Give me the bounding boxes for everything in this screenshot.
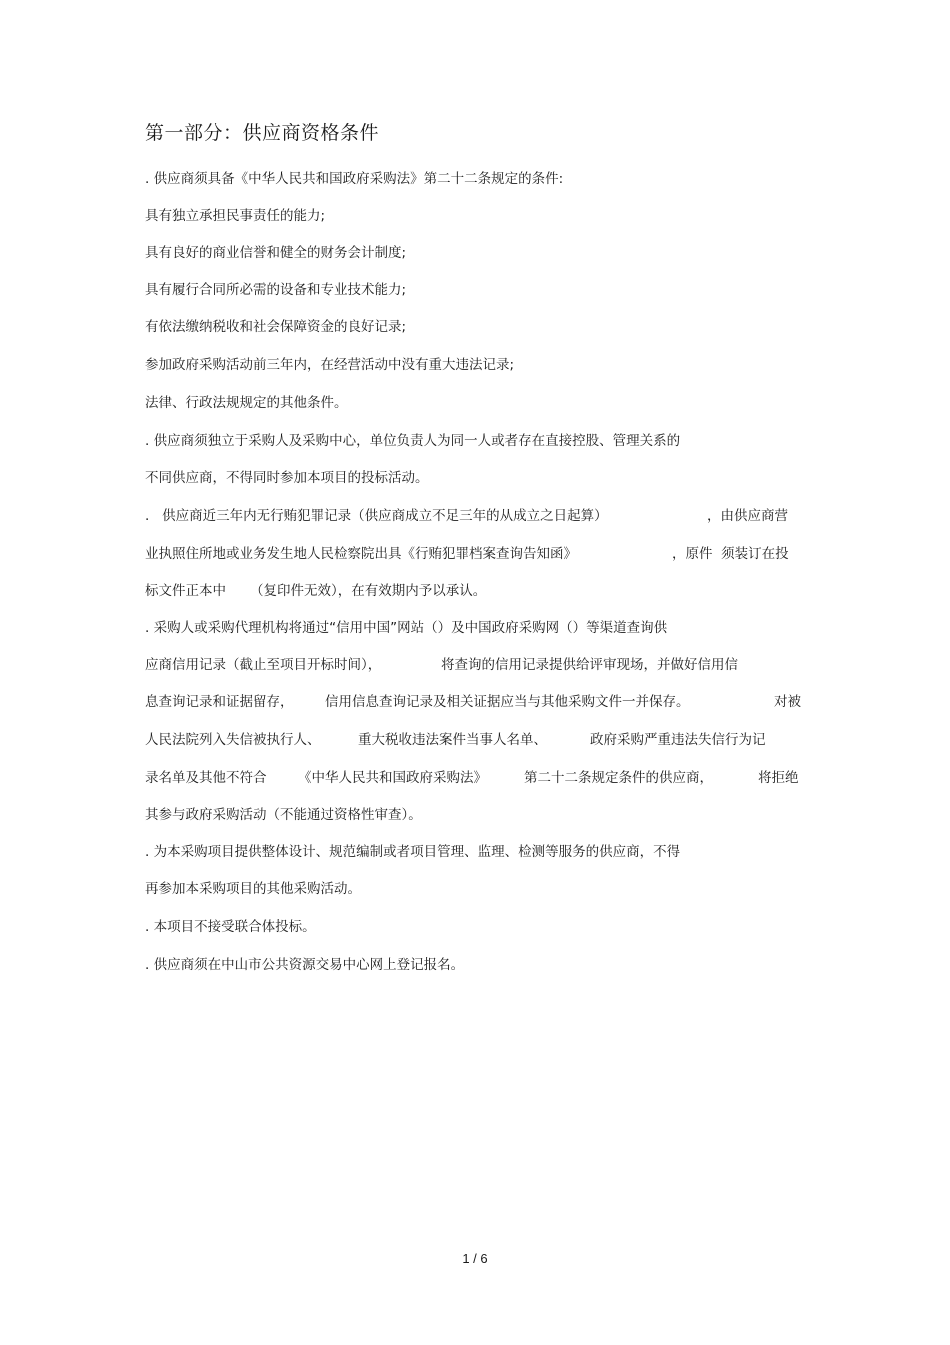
text-segment: 人民法院列入失信被执行人、 (145, 732, 321, 748)
text-segment: 《中华人民共和国政府采购法》 (298, 770, 487, 786)
text-segment: 重大税收违法案件当事人名单、 (358, 732, 547, 748)
text-segment: 标文件正本中 (145, 583, 226, 599)
text-line: 再参加本采购项目的其他采购活动。 (145, 881, 361, 897)
text-segment: 业执照住所地或业务发生地人民检察院出具《行贿犯罪档案查询告知函》 (145, 546, 577, 562)
text-line: 有依法缴纳税收和社会保障资金的良好记录; (145, 319, 407, 335)
text-line: 其参与政府采购活动（不能通过资格性审查）。 (145, 807, 422, 823)
text-line: . 为本采购项目提供整体设计、规范编制或者项目管理、监理、检测等服务的供应商，不得 (145, 844, 681, 860)
text-line: 具有履行合同所必需的设备和专业技术能力; (145, 282, 407, 298)
text-segment: 将查询的信用记录提供给评审现场，并做好信用信 (441, 657, 738, 673)
text-segment: 信用信息查询记录及相关证据应当与其他采购文件一并保存。 (325, 694, 690, 710)
text-line: . 供应商须在中山市公共资源交易中心网上登记报名。 (145, 957, 465, 973)
text-segment: 息查询记录和证据留存， (145, 694, 294, 710)
text-line: 法律、行政法规规定的其他条件。 (145, 395, 348, 411)
page-number: 1 / 6 (462, 1251, 488, 1266)
text-segment: ，原件 须装订在投 (672, 546, 789, 562)
text-line: . 供应商须独立于采购人及采购中心，单位负责人为同一人或者存在直接控股、管理关系的 (145, 433, 681, 449)
text-segment: 录名单及其他不符合 (145, 770, 267, 786)
text-line: 参加政府采购活动前三年内，在经营活动中没有重大违法记录; (145, 357, 515, 373)
text-line: 具有独立承担民事责任的能力; (145, 208, 326, 224)
text-segment: 对被 (774, 694, 801, 710)
text-segment: （复印件无效），在有效期内予以承认。 (250, 583, 487, 599)
text-line: . 供应商须具备《中华人民共和国政府采购法》第二十二条规定的条件: (145, 171, 564, 187)
text-segment: 应商信用记录（截止至项目开标时间）， (145, 657, 382, 673)
text-line: 不同供应商，不得同时参加本项目的投标活动。 (145, 470, 429, 486)
text-line: . 本项目不接受联合体投标。 (145, 919, 316, 935)
text-line: 具有良好的商业信誉和健全的财务会计制度; (145, 245, 407, 261)
text-segment: 政府采购严重违法失信行为记 (590, 732, 766, 748)
text-segment: 第二十二条规定条件的供应商， (524, 770, 713, 786)
text-line: . 采购人或采购代理机构将通过“信用中国”网站（）及中国政府采购网（）等渠道查询供 (145, 620, 668, 636)
section-title: 第一部分：供应商资格条件 (145, 122, 380, 144)
text-segment: . 供应商近三年内无行贿犯罪记录（供应商成立不足三年的从成立之日起算） (145, 508, 608, 524)
text-segment: ，由供应商营 (707, 508, 788, 524)
text-segment: 将拒绝 (758, 770, 799, 786)
